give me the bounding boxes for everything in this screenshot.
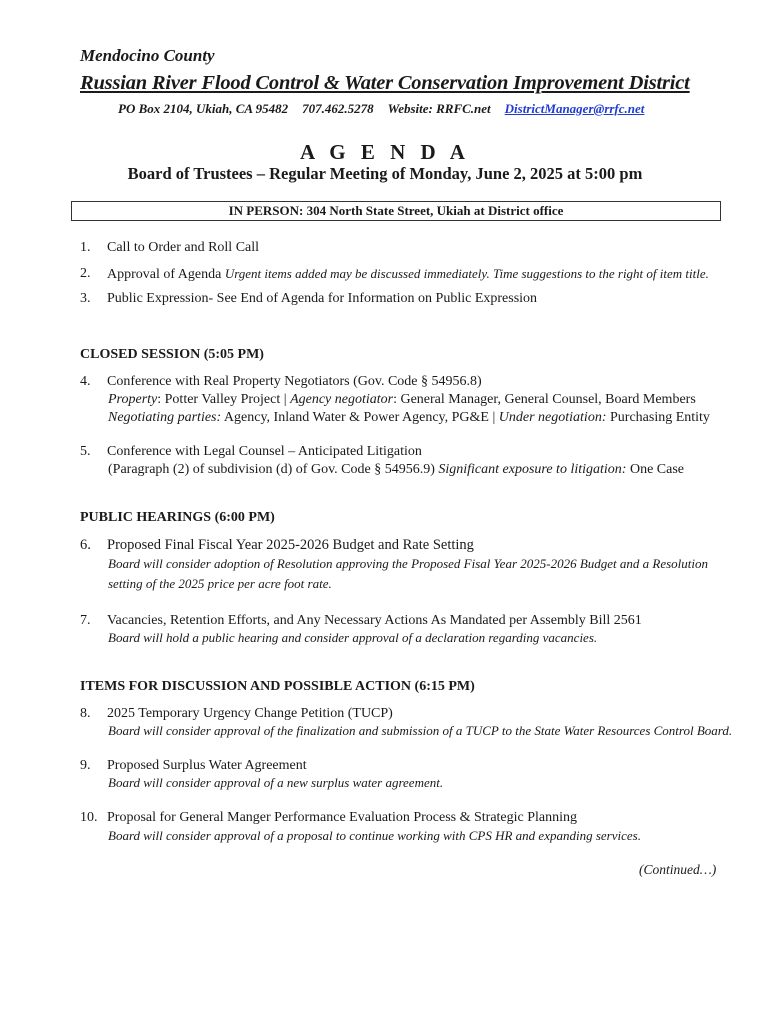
agenda-item-10 [80, 808, 577, 827]
item-title: 2025 Temporary Urgency Change Petition (TUCP) [107, 706, 393, 721]
item-title: Vacancies, Retention Efforts, and Any Necessary Actions As Mandated per Assembly Bill 2561 [107, 613, 642, 628]
item-number: 10. [80, 810, 98, 825]
agenda-item-3 [80, 289, 537, 308]
email-link[interactable]: DistrictManager@rrfc.net [504, 101, 645, 116]
item-5-detail-line: (Paragraph (2) of subdivision (d) of Gov. Code § 54956.9) Significant exposure to litigation: One Case [108, 462, 684, 477]
agenda-item-4 [80, 372, 482, 391]
section-discussion: ITEMS FOR DISCUSSION AND POSSIBLE ACTION (6:15 PM) [80, 679, 475, 694]
item-number: 8. [80, 706, 91, 721]
item-title: Conference with Legal Counsel – Anticipated Litigation [107, 444, 422, 459]
section-public-hearings: PUBLIC HEARINGS (6:00 PM) [80, 510, 275, 525]
item-8-note: Board will consider approval of the finalization and submission of a TUCP to the State Water Resources Control Board. [108, 723, 733, 738]
item-title: Proposal for General Manger Performance Evaluation Process & Strategic Planning [107, 810, 578, 825]
item-number: 7. [80, 613, 91, 628]
item-title: Public Expression- See End of Agenda for Information on Public Expression [107, 291, 538, 306]
item-4-parties-line: Negotiating parties: Agency, Inland Water & Power Agency, PG&E | Under negotiation: Purchasing Entity [108, 410, 710, 425]
contact-line [118, 101, 644, 117]
item-number: 3. [80, 291, 91, 306]
address: PO Box 2104, Ukiah, CA 95482 [118, 101, 289, 116]
item-number: 4. [80, 374, 91, 389]
item-4-property-line: Property: Potter Valley Project | Agency negotiator: General Manager, General Counsel, Board Members [108, 392, 696, 407]
agenda-item-2 [80, 264, 709, 284]
website: Website: RRFC.net [387, 101, 491, 116]
item-title: Approval of Agenda [107, 267, 222, 282]
item-9-note: Board will consider approval of a new surplus water agreement. [108, 775, 444, 790]
item-title: Proposed Final Fiscal Year 2025-2026 Budget and Rate Setting [107, 537, 474, 553]
agenda-item-6 [80, 536, 474, 555]
item-title: Call to Order and Roll Call [107, 240, 260, 255]
item-6-note-line-2: setting of the 2025 price per acre foot rate. [108, 576, 332, 591]
in-person-box: IN PERSON: 304 North State Street, Ukiah at District office [71, 201, 721, 221]
district-name: Russian River Flood Control & Water Conservation Improvement District [80, 72, 690, 94]
item-title: Proposed Surplus Water Agreement [107, 758, 307, 773]
item-number: 2. [80, 266, 91, 281]
item-number: 5. [80, 444, 91, 459]
item-6-note-line-1: Board will consider adoption of Resolution approving the Proposed Fisal Year 2025-2026 Budget and a Resolution [108, 556, 709, 571]
item-10-note: Board will consider approval of a proposal to continue working with CPS HR and expanding services. [108, 828, 641, 843]
item-number: 9. [80, 758, 91, 773]
agenda-item-1 [80, 238, 259, 257]
agenda-item-5 [80, 442, 422, 461]
phone: 707.462.5278 [302, 101, 374, 116]
meeting-heading: Board of Trustees – Regular Meeting of Monday, June 2, 2025 at 5:00 pm [127, 164, 643, 183]
continued-marker: (Continued…) [639, 862, 717, 877]
agenda-title: A G E N D A [300, 140, 470, 164]
item-7-note: Board will hold a public hearing and consider approval of a declaration regarding vacancies. [108, 630, 598, 645]
section-closed-session: CLOSED SESSION (5:05 PM) [80, 347, 264, 362]
item-number: 1. [80, 240, 91, 255]
item-note: Urgent items added may be discussed immediately. Time suggestions to the right of item title. [224, 266, 709, 281]
county-name: Mendocino County [80, 46, 215, 65]
item-title: Conference with Real Property Negotiators (Gov. Code § 54956.8) [107, 374, 482, 389]
item-number: 6. [80, 537, 91, 553]
